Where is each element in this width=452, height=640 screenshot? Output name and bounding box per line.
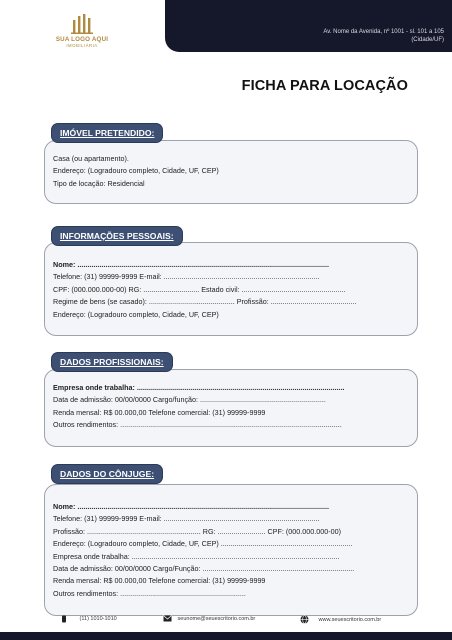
footer-website-text: www.seuescritorio.com.br [318, 616, 382, 623]
footer [0, 612, 452, 626]
imovel-rental-type: Tipo de locação: Residencial [53, 178, 145, 188]
section-tab-conjuge: DADOS DO CÔNJUGE: [52, 465, 162, 483]
pessoais-cpf-rg-field: CPF: (000.000.000-00) RG: ............................ Estado civil: .................................................... [53, 284, 346, 294]
globe-icon [300, 615, 309, 624]
address-line-2: (Cidade/UF) [411, 37, 444, 43]
conjuge-profession-field: Profissão: ......................................................... RG: ........................ CPF: (000.000.000-00) [53, 526, 341, 536]
pessoais-address-field: Endereço: (Logradouro completo, Cidade, UF, CEP) [53, 309, 219, 319]
mail-icon [163, 615, 172, 622]
pessoais-name-field: Nome: .............................................................................................................................. [53, 260, 329, 269]
footer-phone [60, 615, 117, 623]
section-tab-pessoais: INFORMAÇÕES PESSOAIS: [52, 227, 182, 245]
company-logo [52, 14, 112, 60]
conjuge-admission-field: Data de admissão: 00/00/0000 Cargo/Função: ............................................................................ [53, 563, 355, 573]
pessoais-regime-field: Regime de bens (se casado): ........................................... Profissão: ........................................... [53, 297, 357, 307]
section-tab-profissionais: DADOS PROFISSIONAIS: [52, 353, 172, 371]
logo-subtitle: IMOBILIÁRIA [66, 43, 98, 48]
prof-company-field: Empresa onde trabalha: ........................................................................................................ [53, 383, 345, 392]
conjuge-name-field: Nome: .............................................................................................................................. [53, 502, 329, 511]
imovel-type: Casa (ou apartamento). [53, 154, 129, 163]
footer-email [163, 615, 255, 622]
section-profissionais [44, 369, 418, 447]
header-band [165, 0, 452, 52]
section-pessoais [44, 242, 418, 336]
conjuge-phone-email-field: Telefone: (31) 99999-9999 E-mail: .............................................................................. [53, 514, 320, 524]
conjuge-address-field: Endereço: (Logradouro completo, Cidade, UF, CEP) .................................................................. [53, 539, 353, 549]
section-tab-imovel: IMÓVEL PRETENDIDO: [52, 124, 162, 142]
logo-name: SUA LOGO AQUI [55, 36, 109, 43]
section-conjuge [44, 484, 418, 616]
conjuge-income-field: Renda mensal: R$ 00.000,00 Telefone comercial: (31) 99999-9999 [53, 576, 266, 586]
footer-band [0, 632, 452, 640]
document-title: FICHA PARA LOCAÇÃO [241, 78, 408, 94]
footer-website [300, 615, 381, 624]
pessoais-phone-email-field: Telefone: (31) 99999-9999 E-mail: .............................................................................. [53, 272, 320, 282]
phone-icon [60, 615, 68, 623]
address-line-1: Av. Nome da Avenida, nº 1001 - sl. 101 a 105 [323, 29, 444, 35]
header-address [244, 28, 444, 44]
section-imovel [44, 140, 418, 204]
footer-phone-text: (11) 1010-1010 [79, 616, 117, 623]
imovel-address: Endereço: (Logradouro completo, Cidade, UF, CEP) [53, 166, 219, 176]
conjuge-company-field: Empresa onde trabalha: ........................................................................................................ [53, 551, 340, 561]
prof-admission-field: Data de admissão: 00/00/0000 Cargo/função: ............................................................... [53, 395, 326, 405]
prof-other-income-field: Outros rendimentos: ............................................................................................................... [53, 420, 342, 430]
footer-email-text: seunome@seuescritorio.com.br [177, 615, 256, 622]
prof-income-field: Renda mensal: R$ 00.000,00 Telefone comercial: (31) 99999-9999 [53, 407, 266, 417]
conjuge-other-income-field: Outros rendimentos: ............................................................... [53, 588, 246, 598]
house-logo-icon [70, 14, 94, 34]
